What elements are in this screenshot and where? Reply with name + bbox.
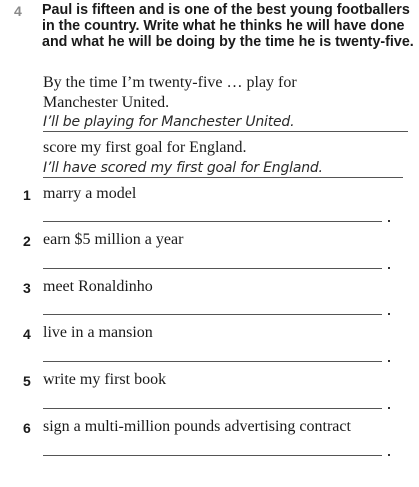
item-1-line-end-dot	[388, 220, 390, 222]
item-4-line-end-dot	[388, 360, 390, 362]
item-6-prompt: sign a multi-million pounds advertising contract	[43, 418, 351, 435]
item-3-line-end-dot	[388, 313, 390, 315]
item-5-answer-line[interactable]	[43, 408, 382, 409]
example-2-answer-line	[43, 177, 403, 178]
item-6-line-end-dot	[388, 454, 390, 456]
exercise-number: 4	[14, 3, 22, 19]
item-2-answer-line[interactable]	[43, 268, 382, 269]
example-1-answer-line	[43, 131, 408, 132]
example-1-prompt-line-1: By the time I’m twenty-five … play for	[43, 74, 297, 91]
item-6-number: 6	[23, 420, 31, 436]
item-4-answer-line[interactable]	[43, 361, 382, 362]
item-4-prompt: live in a mansion	[43, 324, 153, 341]
item-2-number: 2	[23, 233, 31, 249]
example-1-prompt-line-2: Manchester United.	[43, 94, 170, 111]
exercise-instruction: Paul is fifteen and is one of the best young footballers in the country. Write what he thinks he will have done and what he will be doing by the time he is twenty-five.	[42, 2, 414, 50]
item-5-number: 5	[23, 373, 31, 389]
item-3-number: 3	[23, 280, 31, 296]
item-6-answer-line[interactable]	[43, 455, 382, 456]
item-1-answer-line[interactable]	[43, 221, 382, 222]
item-2-line-end-dot	[388, 267, 390, 269]
item-5-line-end-dot	[388, 407, 390, 409]
item-1-prompt: marry a model	[43, 185, 137, 202]
example-1-handwritten-answer: I’ll be playing for Manchester United.	[43, 114, 295, 130]
item-2-prompt: earn $5 million a year	[43, 231, 184, 248]
item-4-number: 4	[23, 326, 31, 342]
item-3-answer-line[interactable]	[43, 314, 382, 315]
example-2-handwritten-answer: I’ll have scored my first goal for England.	[43, 160, 323, 176]
example-2-prompt: score my first goal for England.	[43, 139, 247, 156]
item-5-prompt: write my first book	[43, 371, 167, 388]
item-1-number: 1	[23, 187, 31, 203]
item-3-prompt: meet Ronaldinho	[43, 278, 153, 295]
